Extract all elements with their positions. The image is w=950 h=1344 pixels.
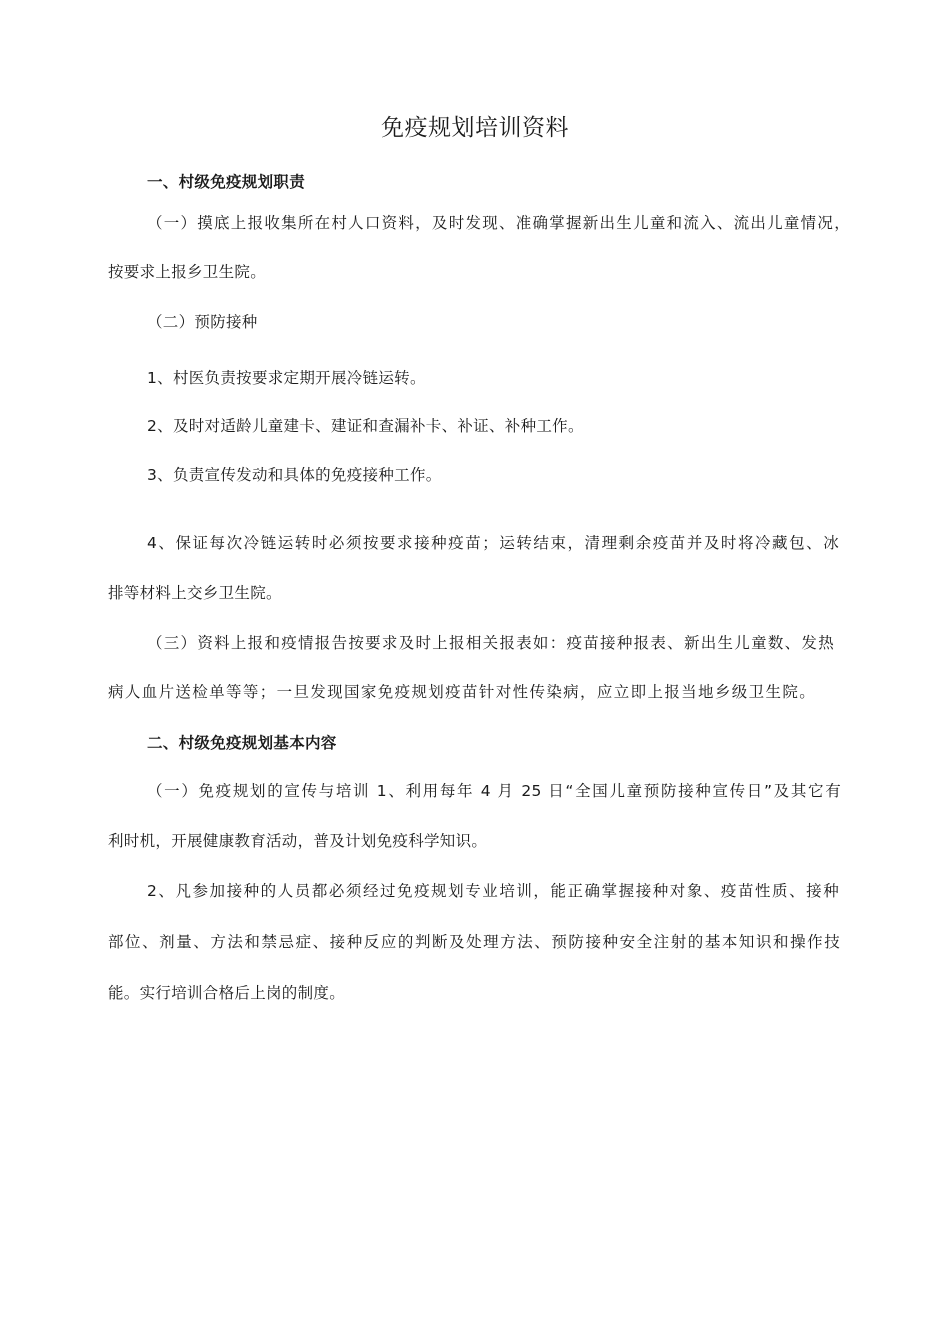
section1-item4-line2: 排等材料上交乡卫生院。	[108, 584, 282, 602]
document-title: 免疫规划培训资料	[381, 115, 569, 141]
section1-sub2-heading: （二）预防接种	[147, 313, 258, 331]
section2-para2-line1: 2、凡参加接种的人员都必须经过免疫规划专业培训，能正确掌握接种对象、疫苗性质、接种	[147, 882, 839, 900]
section1-item1: 1、村医负责按要求定期开展冷链运转。	[147, 369, 426, 387]
section1-para3-line1: （三）资料上报和疫情报告按要求及时上报相关报表如：疫苗接种报表、新出生儿童数、发热	[147, 634, 834, 652]
section2-para1-line2: 利时机，开展健康教育活动，普及计划免疫科学知识。	[108, 832, 488, 850]
section2-para1-line1: （一）免疫规划的宣传与培训 1、利用每年 4 月 25 日“全国儿童预防接种宣传日”及其它有	[147, 782, 841, 800]
section1-para3-line2: 病人血片送检单等等；一旦发现国家免疫规划疫苗针对性传染病，应立即上报当地乡级卫生院。	[108, 683, 815, 701]
section1-item2: 2、及时对适龄儿童建卡、建证和查漏补卡、补证、补种工作。	[147, 417, 584, 435]
section1-item3: 3、负责宣传发动和具体的免疫接种工作。	[147, 466, 442, 484]
section1-heading: 一、村级免疫规划职责	[147, 173, 306, 191]
section1-para1-line1: （一）摸底上报收集所在村人口资料，及时发现、准确掌握新出生儿童和流入、流出儿童情况，	[147, 214, 850, 232]
section1-para1-line2: 按要求上报乡卫生院。	[108, 263, 267, 281]
section2-para2-line2: 部位、剂量、方法和禁忌症、接种反应的判断及处理方法、预防接种安全注射的基本知识和操作技	[108, 933, 840, 951]
section2-heading: 二、村级免疫规划基本内容	[147, 734, 337, 752]
section2-para2-line3: 能。实行培训合格后上岗的制度。	[108, 984, 346, 1002]
section1-item4-line1: 4、保证每次冷链运转时必须按要求接种疫苗；运转结束，清理剩余疫苗并及时将冷藏包、冰	[147, 534, 839, 552]
